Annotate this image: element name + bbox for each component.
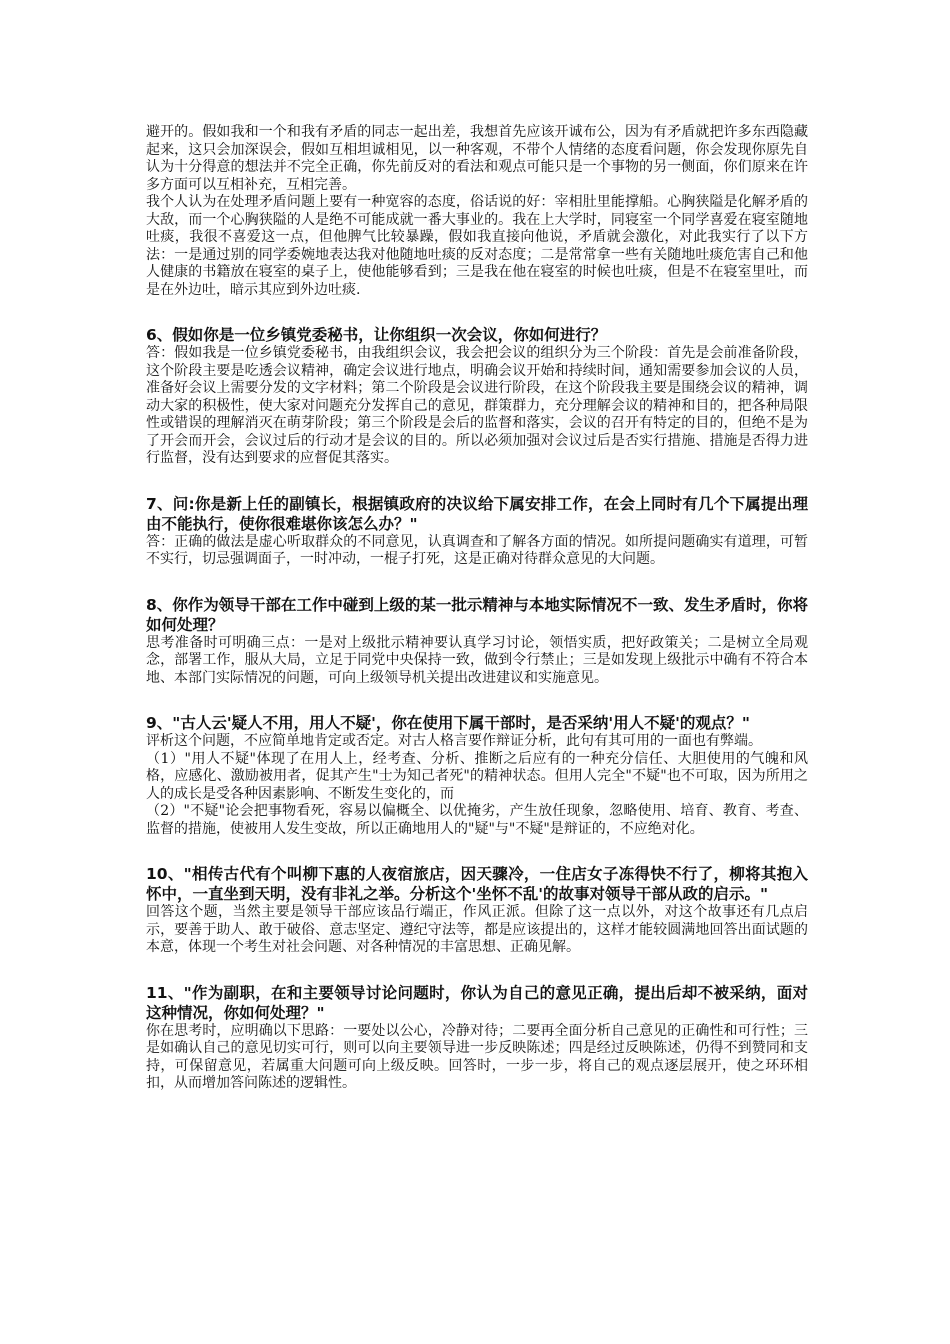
answer-text: [146, 345, 808, 468]
question-section-10: [146, 864, 808, 957]
question-heading: 10、"相传古代有个叫柳下惠的人夜宿旅店，因天骤冷，一住店女子冻得快不行了，柳将其抱入怀中，一直坐到天明，没有非礼之举。分析这个'坐怀不乱'的故事对领导干部从政的启示。": [146, 865, 808, 903]
answer-paragraph: 答：假如我是一位乡镇党委秘书，由我组织会议，我会把会议的组织分为三个阶段：首先是会前准备阶段，这个阶段主要是吃透会议精神，确定会议进行地点，明确会议开始和持续时间，通知需要参加会议的人员，准备好会议上需要分发的文字材料；第二个阶段是会议进行阶段，在这个阶段我主要是围绕会议的精神，调动大家的积极性，使大家对问题充分发挥自己的意见，群策群力，充分理解会议的精神和目的，把各种局限性或错误的理解消灭在萌芽阶段；第三个阶段是会后的监督和落实，会议的召开有特定的目的，但绝不是为了开会而开会，会议过后的行动才是会议的目的。所以必须加强对会议过后是否实行措施、措施是否得力进行监督，没有达到要求的应督促其落实。: [146, 345, 808, 466]
question-section-9: [146, 713, 808, 838]
question-heading: 6、假如你是一位乡镇党委秘书，让你组织一次会议，你如何进行？: [146, 326, 607, 344]
answer-paragraph: 思考准备时可明确三点：一是对上级批示精神要认真学习讨论，领悟实质，把好政策关；二是树立全局观念，部署工作，服从大局，立足于同党中央保持一致，做到令行禁止；三是如发现上级批示中确有不符合本地、本部门实际情况的问题，可向上级领导机关提出改进建议和实施意见。: [146, 634, 808, 686]
question-heading: 7、问:你是新上任的副镇长，根据镇政府的决议给下属安排工作，在会上同时有几个下属提出理由不能执行，使你很难堪你该怎么办？": [146, 494, 808, 533]
question-section-11: [146, 983, 808, 1093]
intro-text: [146, 124, 808, 299]
question-section-8: [146, 595, 808, 688]
document-page: [146, 124, 808, 1093]
answer-paragraph: 答：正确的做法是虚心听取群众的不同意见，认真调查和了解各方面的情况。如所提问题确实有道理，可暂不实行，切忌强调面子，一时冲动，一棍子打死，这是正确对待群众意见的大问题。: [146, 533, 808, 567]
question-heading: 8、你作为领导干部在工作中碰到上级的某一批示精神与本地实际情况不一致、发生矛盾时，你将如何处理？: [146, 595, 808, 634]
answer-paragraph: （2）"不疑"论会把事物看死，容易以偏概全、以优掩劣，产生放任现象，忽略使用、培育、教育、考查、监督的措施，使被用人发生变故，所以正确地用人的"疑"与"不疑"是辩证的，不应绝对化。: [146, 803, 808, 837]
answer-paragraph: 你在思考时，应明确以下思路：一要处以公心，冷静对待；二要再全面分析自己意见的正确性和可行性；三是如确认自己的意见切实可行，则可以向主要领导进一步反映陈述；四是经过反映陈述，仍得不到赞同和支持，可保留意见，若属重大问题可向上级反映。回答时，一步一步，将自己的观点逐层展开，使之环环相扣，从而增加答问陈述的逻辑性。: [146, 1022, 808, 1091]
answer-text: [146, 904, 808, 957]
intro-paragraph-1: 避开的。假如我和一个和我有矛盾的同志一起出差，我想首先应该开诚布公，因为有矛盾就把许多东西隐藏起来，这只会加深误会，假如互相坦诚相见，以一种客观，不带个人情绪的态度看问题，你会发现你原先自认为十分得意的想法并不完全正确，你先前反对的看法和观点可能只是一个事物的另一侧面，你们原来在许多方面可以互相补充，互相完善。: [146, 124, 808, 193]
question-heading: 9、"古人云'疑人不用，用人不疑'，你在使用下属干部时，是否采纳'用人不疑'的观点？": [146, 714, 750, 732]
answer-text: [146, 733, 808, 838]
answer-text: [146, 534, 808, 569]
intro-paragraph-2: 我个人认为在处理矛盾问题上要有一种宽容的态度，俗话说的好：宰相肚里能撑船。心胸狭隘是化解矛盾的大敌，而一个心胸狭隘的人是绝不可能成就一番大事业的。我在上大学时，同寝室一个同学喜爱在寝室随地吐痰，我很不喜爱这一点，但他脾气比较暴躁，假如我直接向他说，矛盾就会激化，对此我实行了以下方法：一是通过别的同学委婉地表达我对他随地吐痰的反对态度；二是常常拿一些有关随地吐痰危害自己和他人健康的书籍放在寝室的桌子上，使他能够看到；三是我在他在寝室的时候也吐痰，但是不在寝室里吐，而是在外边吐，暗示其应到外边吐痰.: [146, 194, 808, 298]
answer-paragraph: 评析这个问题，不应简单地肯定或否定。对古人格言要作辩证分析，此句有其可用的一面也有弊端。: [146, 733, 762, 749]
question-section-6: [146, 325, 808, 468]
answer-text: [146, 635, 808, 688]
question-heading: 11、"作为副职，在和主要领导讨论问题时，你认为自己的意见正确，提出后却不被采纳，面对这种情况，你如何处理？": [146, 983, 808, 1022]
answer-paragraph: （1）"用人不疑"体现了在用人上，经考查、分析、推断之后应有的一种充分信任、大胆使用的气魄和风格，应感化、激励被用者，促其产生"士为知己者死"的精神状态。但用人完全"不疑"也不可取，因为所用之人的成长是受各种因素影响、不断发生变化的，而: [146, 750, 808, 802]
answer-text: [146, 1023, 808, 1093]
question-section-7: [146, 494, 808, 569]
answer-paragraph: 回答这个题，当然主要是领导干部应该品行端正，作风正派。但除了这一点以外，对这个故事还有几点启示，要善于助人、敢于破俗、意志坚定、遵纪守法等，都是应该提出的，这样才能较圆满地回答出面试题的本意，体现一个考生对社会问题、对各种情况的丰富思想、正确见解。: [146, 904, 808, 955]
